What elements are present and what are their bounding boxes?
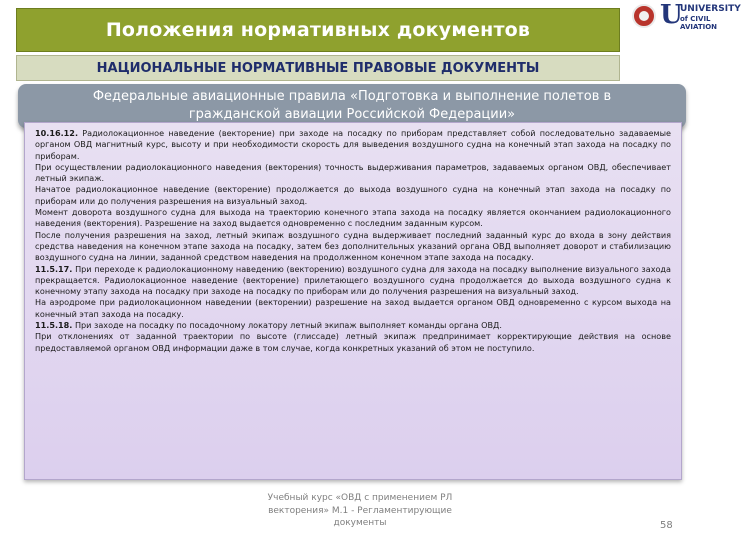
logo-emblem-icon <box>632 4 656 28</box>
document-header-line-1: Федеральные авиационные правила «Подготовка и выполнение полетов в <box>92 89 612 104</box>
paragraph <box>35 207 671 230</box>
paragraph-text: При заходе на посадку по посадочному локатору летный экипаж выполняет команды органа ОВД. <box>72 320 502 331</box>
paragraph-text: Радиолокационное наведение (векторение) при заходе на посадку по приборам представляет собой последовательно задаваемые органом ОВД магнитный курс, высоту и при необходимости скорость для выведения воздушного судна на конечный этап захода на посадку по приборам. <box>35 128 671 161</box>
footer-line: документы <box>333 518 387 528</box>
slide-subtitle-bar <box>16 55 620 81</box>
paragraph-text: При осуществлении радиолокационного наведения (векторения) точность выдерживания параметров, задаваемых органом ОВД, обеспечивает летный экипаж. <box>35 161 671 184</box>
paragraph-text: При переходе к радиолокационному наведению (векторению) воздушного судна для захода на посадку выполнение визуального захода прекращается. Радиолокационное наведение (векторение) прилетающего воздушного судна продолжается до выхода воздушного судна к конечному этапу захода на посадку при заходе на посадку по приборам или до получения разрешения на визуальный заход. <box>35 263 671 297</box>
paragraph <box>35 320 671 331</box>
paragraph <box>35 162 671 185</box>
document-content-box <box>24 122 682 480</box>
slide-title: Положения нормативных документов <box>105 19 531 41</box>
footer-line: векторения» М.1 - Регламентирующие <box>268 505 452 516</box>
footer-course-title <box>230 492 490 530</box>
clause-number: 10.16.12. <box>35 128 79 138</box>
clause-number: 11.5.17. <box>35 263 73 274</box>
paragraph-text: На аэродроме при радиолокационном наведении (векторении) разрешение на заход выдается органом ОВД одновременно с курсом выхода на конечный этап захода на посадку. <box>35 297 671 319</box>
paragraph <box>35 128 671 162</box>
footer-line: Учебный курс «ОВД с применением РЛ <box>267 493 453 503</box>
paragraph-text: Момент доворота воздушного судна для выхода на траекторию конечного этапа захода на посадку является окончанием радиолокационного наведения (векторения). Разрешение на заход выдается одновременно с последним заданным курсом. <box>35 207 671 229</box>
paragraph-text: Начатое радиолокационное наведение (векторение) продолжается до выхода воздушного судна на конечный этап захода на посадку по приборам или до получения разрешения на визуальный заход. <box>35 184 671 206</box>
slide-subtitle: НАЦИОНАЛЬНЫЕ НОРМАТИВНЫЕ ПРАВОВЫЕ ДОКУМЕНТЫ <box>96 60 540 76</box>
paragraph-text: При отклонениях от заданной траектории по высоте (глиссаде) летный экипаж предпринимает корректирующие действия на основе предоставляемой органом ОВД информации даже в том случае, когда конкретных указаний об этом не поступило. <box>35 331 671 353</box>
document-header-line-2: гражданской авиации Российской Федерации» <box>188 107 516 122</box>
paragraph <box>35 230 671 264</box>
paragraph <box>35 331 671 354</box>
page-number: 58 <box>660 520 673 531</box>
slide-title-bar <box>16 8 620 52</box>
university-logo <box>628 0 741 42</box>
clause-number: 11.5.18. <box>35 320 73 331</box>
paragraph <box>35 184 671 207</box>
paragraph-text: После получения разрешения на заход, летный экипаж воздушного судна выдерживает последний заданный курс до входа в зону действия средства наведения на конечном этапе захода на посадку, затем без дополнительных указаний органа ОВД выполняет доворот и стабилизацию воздушного судна на линии, заданной средством наведения на продолженном конечном этапе захода на посадку. <box>35 229 671 263</box>
paragraph <box>35 264 671 298</box>
paragraph <box>35 297 671 320</box>
logo-letter: U <box>660 0 683 30</box>
logo-text-university: UNIVERSITY <box>680 4 741 14</box>
logo-text-civil-aviation: of CIVIL AVIATION <box>680 15 718 31</box>
